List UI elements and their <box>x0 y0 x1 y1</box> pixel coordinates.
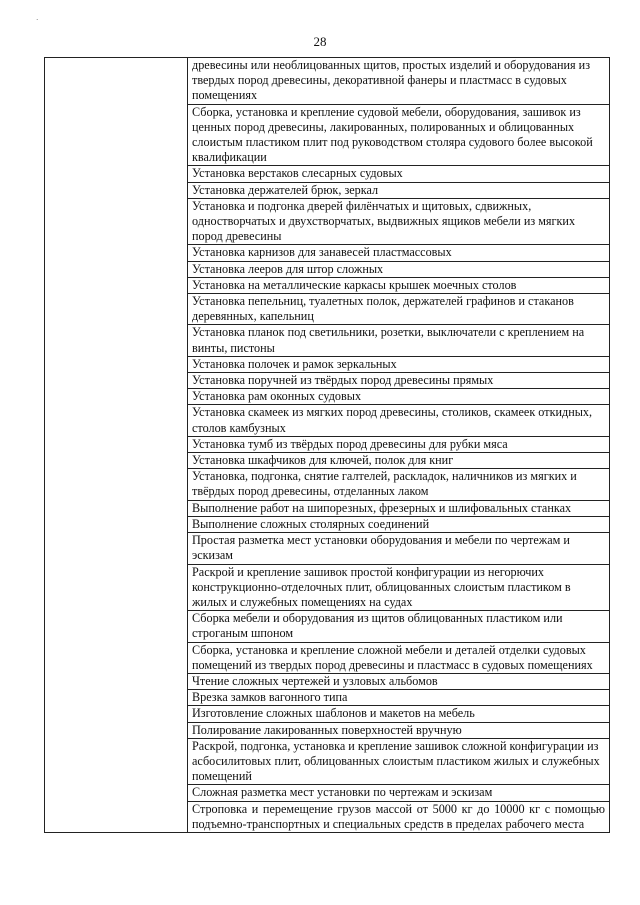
table-cell: Установка полочек и рамок зеркальных <box>188 356 610 372</box>
table-cell: Сложная разметка мест установки по чертежам и эскизам <box>188 785 610 801</box>
table-cell: Сборка мебели и оборудования из щитов облицованных пластиком или строганым шпоном <box>188 611 610 642</box>
table-cell: Сборка, установка и крепление сложной мебели и деталей отделки судовых помещений из твердых пород древесины и пластмасс в судовых помещениях <box>188 642 610 673</box>
table-cell: Выполнение работ на шипорезных, фрезерных и шлифовальных станках <box>188 500 610 516</box>
requirements-table <box>44 57 610 833</box>
table-cell: Установка на металлические каркасы крышек моечных столов <box>188 277 610 293</box>
table-cell: Установка держателей брюк, зеркал <box>188 182 610 198</box>
table-cell: Чтение сложных чертежей и узловых альбомов <box>188 673 610 689</box>
table-cell: Строповка и перемещение грузов массой от 5000 кг до 10000 кг с помощью подъемно-транспортных и специальных средств в пределах рабочего места <box>188 801 610 832</box>
table-cell: Установка лееров для штор сложных <box>188 261 610 277</box>
scan-mark: · <box>36 16 39 24</box>
table-cell: древесины или необлицованных щитов, простых изделий и оборудования из твердых пород древесины, декоративной фанеры и пластмасс в судовых помещениях <box>188 58 610 105</box>
table-row <box>45 58 610 105</box>
left-column-cell <box>45 58 188 833</box>
table-cell: Установка, подгонка, снятие галтелей, раскладок, наличников из мягких и твёрдых пород древесины, отделанных лаком <box>188 469 610 500</box>
table-cell: Установка поручней из твёрдых пород древесины прямых <box>188 373 610 389</box>
table-cell: Установка и подгонка дверей филёнчатых и щитовых, сдвижных, одностворчатых и двухстворчатых, выдвижных ящиков мебели из мягких пород древесины <box>188 198 610 245</box>
table-cell: Установка скамеек из мягких пород древесины, столиков, скамеек откидных, столов камбузных <box>188 405 610 436</box>
table-cell: Установка пепельниц, туалетных полок, держателей графинов и стаканов деревянных, капельниц <box>188 294 610 325</box>
table-cell: Раскрой и крепление зашивок простой конфигурации из негорючих конструкционно-отделочных плит, облицованных слоистым пластиком в жилых и служебных помещениях на судах <box>188 564 610 611</box>
table-cell: Врезка замков вагонного типа <box>188 690 610 706</box>
table-cell: Установка планок под светильники, розетки, выключатели с креплением на винты, пистоны <box>188 325 610 356</box>
page-number: 28 <box>313 34 327 49</box>
table-cell: Установка карнизов для занавесей пластмассовых <box>188 245 610 261</box>
table-cell: Изготовление сложных шаблонов и макетов на мебель <box>188 706 610 722</box>
table-cell: Сборка, установка и крепление судовой мебели, оборудования, зашивок из ценных пород древесины, лакированных, полированных и облицованных слоистым пластиком плит под руководством столяра судового более высокой квалификации <box>188 104 610 166</box>
table-cell: Установка рам оконных судовых <box>188 389 610 405</box>
table-cell: Выполнение сложных столярных соединений <box>188 516 610 532</box>
table-cell: Установка верстаков слесарных судовых <box>188 166 610 182</box>
table-cell: Раскрой, подгонка, установка и крепление зашивок сложной конфигурации из асбосилитовых плит, облицованных слоистым пластиком жилых и служебных помещений <box>188 738 610 785</box>
table-cell: Установка шкафчиков для ключей, полок для книг <box>188 453 610 469</box>
table-cell: Полирование лакированных поверхностей вручную <box>188 722 610 738</box>
table-cell: Простая разметка мест установки оборудования и мебели по чертежам и эскизам <box>188 533 610 564</box>
table-cell: Установка тумб из твёрдых пород древесины для рубки мяса <box>188 436 610 452</box>
